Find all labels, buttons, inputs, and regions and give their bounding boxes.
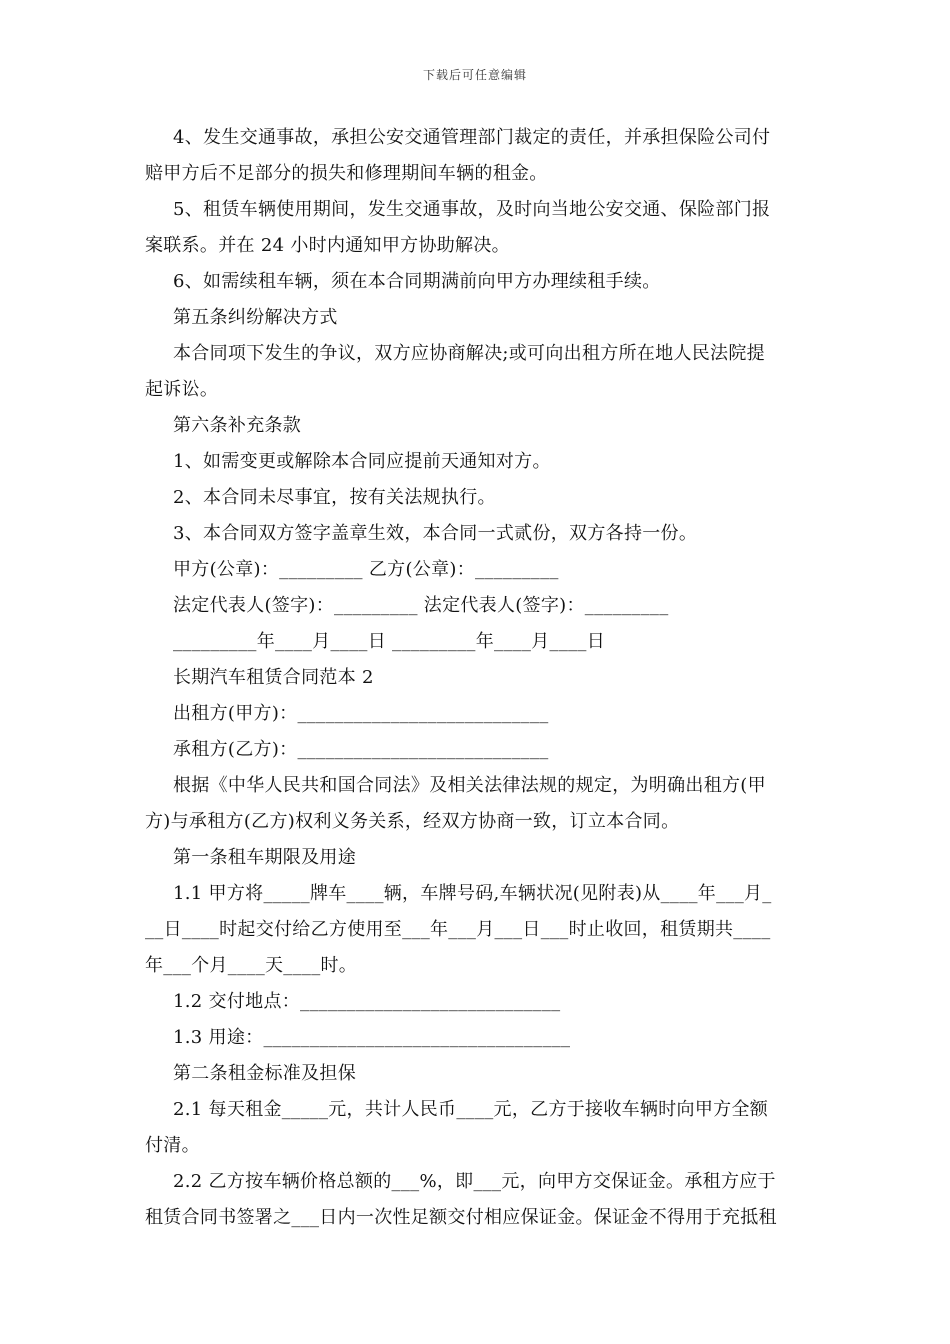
document-line: 方)与承租方(乙方)权利义务关系，经双方协商一致，订立本合同。: [145, 811, 680, 832]
document-line: 6、如需续租车辆，须在本合同期满前向甲方办理续租手续。: [173, 271, 661, 292]
document-line: 第一条租车期限及用途: [173, 847, 356, 868]
document-line: 第五条纠纷解决方式: [173, 307, 338, 328]
document-line: 承租方(乙方)：___________________________: [173, 739, 549, 760]
document-line: 1、如需变更或解除本合同应提前天通知对方。: [173, 451, 551, 472]
document-line: 法定代表人(签字)：_________ 法定代表人(签字)：_________: [173, 595, 669, 616]
page-header: 下载后可任意编辑: [422, 68, 527, 82]
document-body: [145, 120, 807, 1236]
document-line: 3、本合同双方签字盖章生效，本合同一式贰份，双方各持一份。: [173, 523, 698, 544]
document-line: 甲方(公章)：_________ 乙方(公章)：_________: [173, 559, 559, 580]
document-line: 4、发生交通事故，承担公安交通管理部门裁定的责任，并承担保险公司付: [173, 127, 771, 148]
document-line: 赔甲方后不足部分的损失和修理期间车辆的租金。: [145, 163, 548, 184]
document-line: 2.2 乙方按车辆价格总额的___%，即___元，向甲方交保证金。承租方应于: [173, 1171, 776, 1192]
document-line: 2.1 每天租金_____元，共计人民币____元，乙方于接收车辆时向甲方全额: [173, 1099, 769, 1120]
document-line: 付清。: [145, 1135, 200, 1156]
document-line: 本合同项下发生的争议，双方应协商解决;或可向出租方所在地人民法院提: [173, 343, 765, 364]
document-line: 1.3 用途：_________________________________: [173, 1027, 571, 1048]
document-line: _________年____月____日 _________年____月____日: [173, 631, 606, 652]
document-line: 第六条补充条款: [173, 415, 302, 436]
document-line: 案联系。并在 24 小时内通知甲方协助解决。: [145, 235, 510, 256]
document-line: 1.2 交付地点：____________________________: [173, 991, 561, 1012]
document-line: 出租方(甲方)：___________________________: [173, 703, 549, 724]
document-line: 根据《中华人民共和国合同法》及相关法律法规的规定，为明确出租方(甲: [173, 775, 766, 796]
document-line: 起诉讼。: [145, 379, 219, 400]
document-line: 年___个月____天____时。: [145, 955, 358, 976]
document-line: __日____时起交付给乙方使用至___年___月___日___时止收回，租赁期共____: [145, 919, 771, 940]
document-line: 1.1 甲方将_____牌车____辆，车牌号码,车辆状况(见附表)从____年___月_: [173, 883, 772, 904]
document-line: 5、租赁车辆使用期间，发生交通事故，及时向当地公安交通、保险部门报: [173, 199, 771, 220]
document-line: 租赁合同书签署之___日内一次性足额交付相应保证金。保证金不得用于充抵租: [145, 1207, 777, 1228]
document-line: 长期汽车租赁合同范本 2: [173, 667, 374, 688]
document-line: 2、本合同未尽事宜，按有关法规执行。: [173, 487, 496, 508]
document-line: 第二条租金标准及担保: [173, 1063, 356, 1084]
